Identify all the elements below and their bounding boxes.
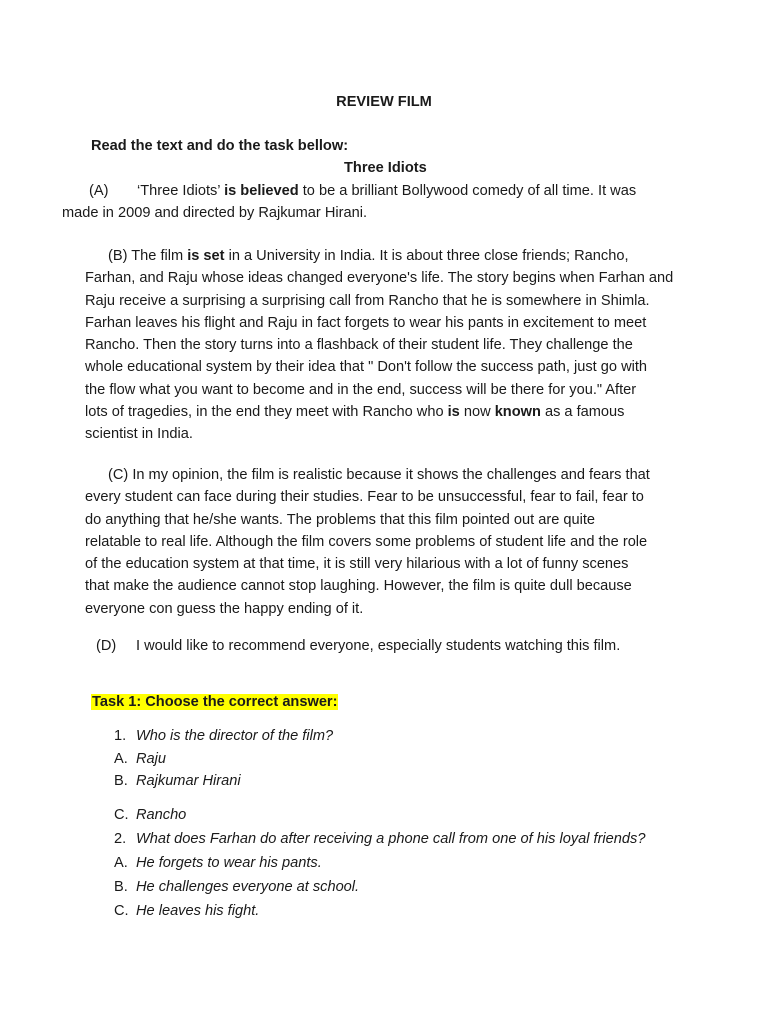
para-b-bold: is set (187, 248, 225, 264)
para-a-marker: (A) (89, 183, 109, 199)
item-number: C. (114, 903, 129, 919)
para-a-text: ‘Three Idiots’ (137, 183, 225, 199)
para-d-text: I would like to recommend everyone, especially students watching this film. (136, 638, 621, 654)
para-b-text: in a University in India. It is about three close friends; Rancho, (224, 248, 629, 264)
item-number: B. (114, 773, 128, 789)
item-text: He leaves his fight. (136, 903, 260, 919)
para-b-text: lots of tragedies, in the end they meet with Rancho who (85, 404, 448, 421)
item-number: A. (114, 855, 128, 871)
item-number: A. (114, 751, 128, 767)
item-number: 2. (114, 831, 127, 847)
para-c-line: do anything that he/she wants. The problems that this film pointed out are quite (85, 511, 596, 528)
task-1-heading: Task 1: Choose the correct answer: (92, 694, 338, 710)
para-c-line: that make the audience cannot stop laughing. However, the film is quite dull because (85, 578, 632, 595)
para-c-line: relatable to real life. Although the film covers some problems of student life and the role (85, 533, 648, 550)
paragraph-c (85, 464, 685, 620)
item-text: Raju (136, 751, 167, 767)
para-a-bold: is believed (224, 183, 299, 199)
para-b-line: Raju receive a surprising a surprising call from Rancho that he is somewhere in Shimla. (85, 292, 650, 309)
para-b-bold: known (494, 404, 541, 421)
para-c-line: of the education system at that time, it is still very hilarious with a lot of funny scenes (85, 556, 629, 573)
para-a-text: to be a brilliant Bollywood comedy of all time. It was (298, 183, 637, 199)
review-subtitle: Three Idiots (344, 160, 427, 176)
para-d-marker: (D) (96, 638, 117, 654)
para-b-line: Rancho. Then the story turns into a flashback of their student life. They challenge the (85, 337, 633, 354)
para-b-line (85, 245, 685, 267)
para-b-line (85, 401, 685, 423)
instruction: Read the text and do the task bellow: (91, 138, 349, 154)
item-text: Who is the director of the film? (136, 728, 334, 744)
para-c-line: every student can face during their studies. Fear to be unsuccessful, fear to fail, fear to (85, 489, 644, 506)
para-b-line: the flow what you want to become and in the end, success will be there for you." After (85, 381, 637, 398)
para-a-line-1 (137, 183, 636, 199)
item-number: 1. (114, 728, 127, 744)
item-number: B. (114, 879, 128, 895)
para-c-line: (C) In my opinion, the film is realistic because it shows the challenges and fears that (108, 467, 650, 483)
para-b-line: Farhan, and Raju whose ideas changed everyone's life. The story begins when Farhan and (85, 270, 674, 287)
paragraph-b (85, 245, 685, 446)
item-text: What does Farhan do after receiving a phone call from one of his loyal friends? (136, 831, 646, 847)
para-b-line: whole educational system by their idea that " Don't follow the success path, just go with (85, 359, 648, 376)
para-b-text: as a famous (540, 404, 625, 421)
item-number: C. (114, 807, 129, 823)
para-a-line-2: made in 2009 and directed by Rajkumar Hirani. (62, 205, 368, 221)
para-b-line: Farhan leaves his flight and Raju in fact forgets to wear his pants in excitement to meet (85, 314, 647, 331)
para-b-text: (B) The film (108, 248, 188, 264)
item-text: Rancho (136, 807, 187, 823)
item-text: He challenges everyone at school. (136, 879, 360, 895)
para-c-line: everyone con guess the happy ending of it. (85, 600, 364, 617)
page-title: REVIEW FILM (336, 94, 432, 110)
para-b-text: now (459, 404, 495, 421)
para-b-bold: is (447, 404, 460, 421)
item-text: Rajkumar Hirani (136, 773, 241, 789)
para-b-line: scientist in India. (85, 426, 193, 443)
item-text: He forgets to wear his pants. (136, 855, 322, 871)
